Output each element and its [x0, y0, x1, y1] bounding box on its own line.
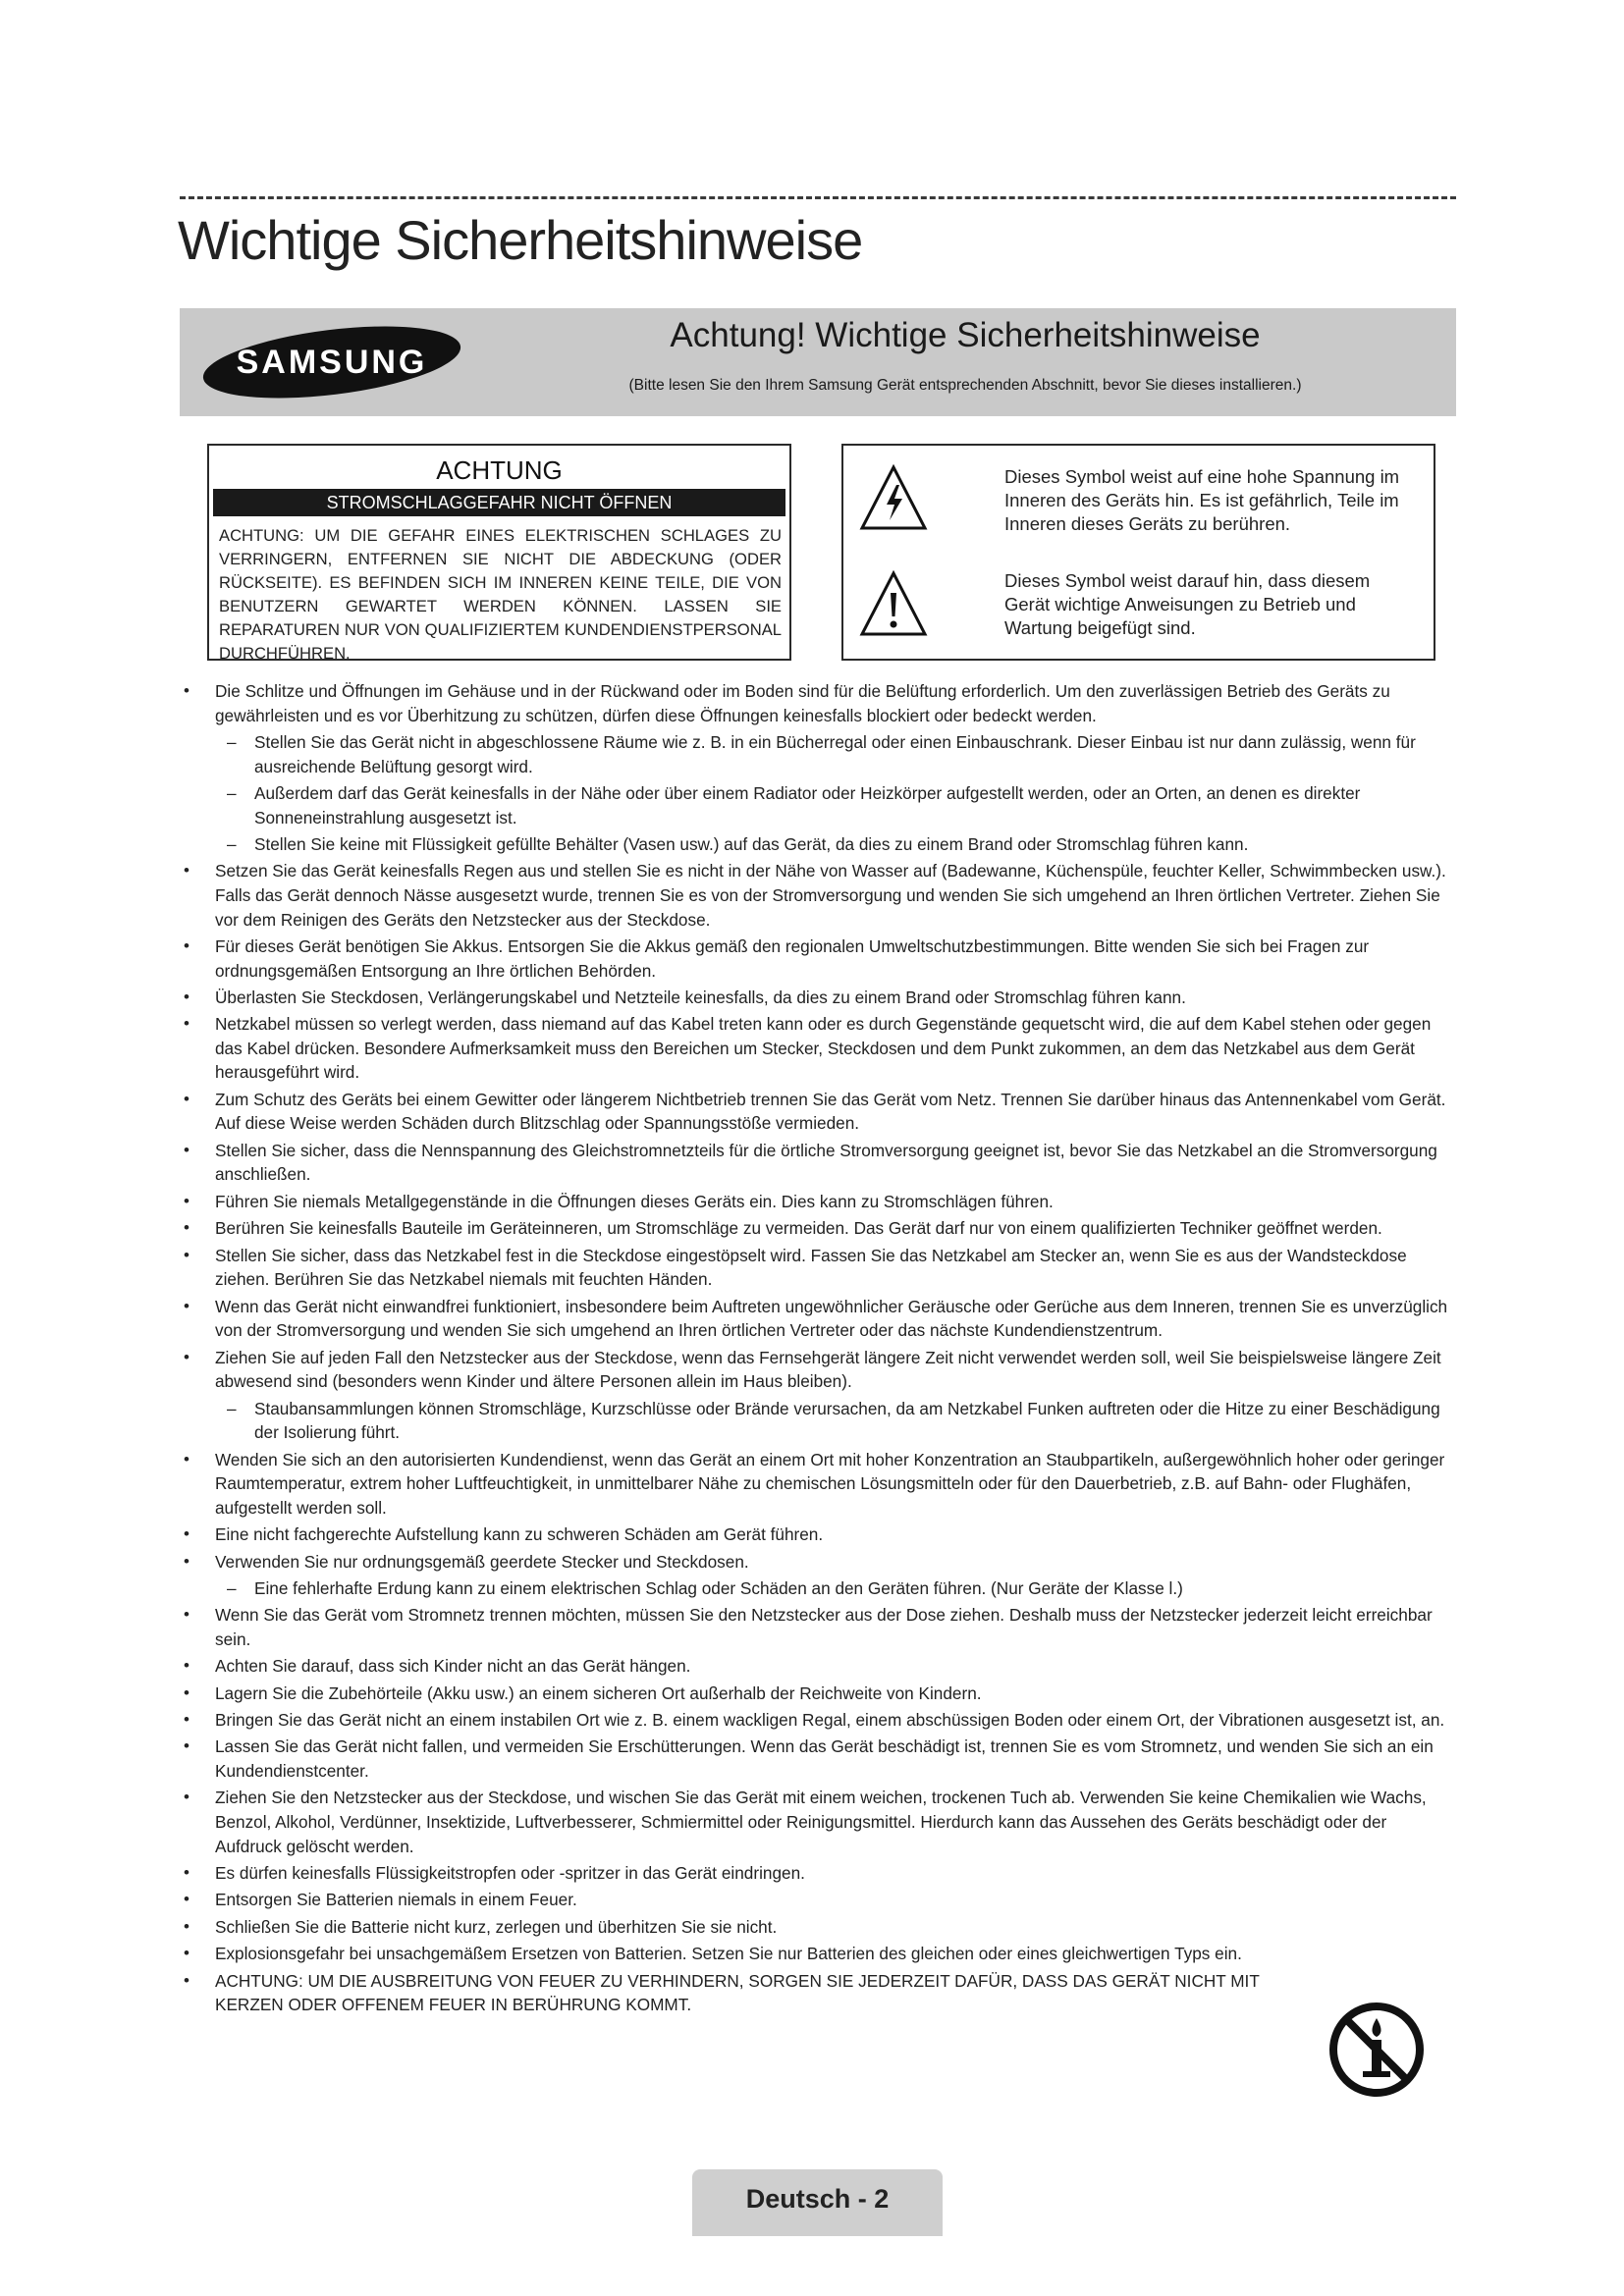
warning-bar: STROMSCHLAGGEFAHR NICHT ÖFFNEN	[213, 489, 785, 516]
sub-list-item: – Stellen Sie das Gerät nicht in abgeschlossene Räume wie z. B. in ein Bücherregal oder einen Einbauschrank. Dieser Einbau ist nur dann zulässig, wenn für ausreichende Belüftung gesorgt wird.	[180, 730, 1456, 778]
list-item: • Ziehen Sie auf jeden Fall den Netzstecker aus der Steckdose, wenn das Fernsehgerät längere Zeit nicht verwendet werden soll, weil Sie beispielsweise längere Zeit abwesend sind (besonders wenn Kinder und ältere Personen allein im Haus bleiben).	[180, 1346, 1456, 1394]
list-item: • Entsorgen Sie Batterien niemals in einem Feuer.	[180, 1888, 1456, 1912]
list-item: • Für dieses Gerät benötigen Sie Akkus. Entsorgen Sie die Akkus gemäß den regionalen Umweltschutzbestimmungen. Bitte wenden Sie sich bei Fragen zur ordnungsgemäßen Entsorgung an Ihre örtlichen Behörden.	[180, 934, 1456, 983]
list-item: • Verwenden Sie nur ordnungsgemäß geerdete Stecker und Steckdosen.	[180, 1550, 1456, 1575]
list-item: • Stellen Sie sicher, dass die Nennspannung des Gleichstromnetzteils für die örtliche Stromversorgung geeignet ist, bevor Sie das Netzkabel an die Stromversorgung anschließen.	[180, 1139, 1456, 1187]
list-item: • Eine nicht fachgerechte Aufstellung kann zu schweren Schäden am Gerät führen.	[180, 1522, 1456, 1547]
list-item: • Lassen Sie das Gerät nicht fallen, und vermeiden Sie Erschütterungen. Wenn das Gerät beschädigt ist, trennen Sie es vom Stromnetz, und wenden Sie sich an ein Kundendienstcenter.	[180, 1735, 1456, 1783]
exclamation-icon	[859, 569, 928, 638]
list-item: • Stellen Sie sicher, dass das Netzkabel fest in die Steckdose eingestöpselt wird. Fassen Sie das Netzkabel am Stecker an, wenn Sie es aus der Wandsteckdose ziehen. Berühren Sie das Netzkabel niemals mit feuchten Händen.	[180, 1244, 1456, 1292]
svg-text:SAMSUNG: SAMSUNG	[236, 344, 428, 381]
list-item: • Wenden Sie sich an den autorisierten Kundendienst, wenn das Gerät an einem Ort mit hoher Konzentration an Staubpartikeln, außergewöhnlich hoher oder geringer Raumtemperatur, extrem hoher Luftfeuchtigkeit, in unmittelbarer Nähe zu chemischen Lösungsmitteln oder für den Dauerbetrieb, z.B. auf Bahn- oder Flughäfen, aufgestellt werden soll.	[180, 1448, 1456, 1521]
list-item: • Achten Sie darauf, dass sich Kinder nicht an das Gerät hängen.	[180, 1654, 1456, 1679]
list-item: • Überlasten Sie Steckdosen, Verlängerungskabel und Netzteile keinesfalls, da dies zu einem Brand oder Stromschlag führen kann.	[180, 986, 1456, 1010]
list-item: • Setzen Sie das Gerät keinesfalls Regen aus und stellen Sie es nicht in der Nähe von Wasser auf (Badewanne, Küchenspüle, feuchter Keller, Schwimmbecken usw.). Falls das Gerät dennoch Nässe ausgesetzt wurde, trennen Sie es von der Stromversorgung und wenden Sie sich umgehend an Ihren örtlichen Vertreter. Ziehen Sie vor dem Reinigen des Geräts den Netzstecker aus der Steckdose.	[180, 859, 1456, 932]
list-item: • Explosionsgefahr bei unsachgemäßem Ersetzen von Batterien. Setzen Sie nur Batterien des gleichen oder eines gleichwertigen Typs ein.	[180, 1942, 1325, 1966]
list-item: • Wenn das Gerät nicht einwandfrei funktioniert, insbesondere beim Auftreten ungewöhnlicher Geräusche oder Gerüche aus dem Inneren, trennen Sie es unverzüglich von der Stromversorgung und wenden Sie sich umgehend an Ihren örtlichen Vertreter oder das nächste Kundendienstzentrum.	[180, 1295, 1456, 1343]
sub-list-item: – Staubansammlungen können Stromschläge, Kurzschlüsse oder Brände verursachen, da am Netzkabel Funken auftreten oder die Hitze zu einer Beschädigung der Isolierung führt.	[180, 1397, 1456, 1445]
list-item: • Netzkabel müssen so verlegt werden, dass niemand auf das Kabel treten kann oder es durch Gegenstände gequetscht wird, die auf dem Kabel stehen oder gegen das Kabel drücken. Besondere Aufmerksamkeit muss den Bereichen um Stecker, Steckdosen und dem Punkt zukommen, an dem das Netzkabel aus dem Gerät herausgeführt wird.	[180, 1012, 1456, 1085]
list-item: • Schließen Sie die Batterie nicht kurz, zerlegen und überhitzen Sie sie nicht.	[180, 1915, 1456, 1940]
list-item: • ACHTUNG: UM DIE AUSBREITUNG VON FEUER ZU VERHINDERN, SORGEN SIE JEDERZEIT DAFÜR, DASS DAS GERÄT NICHT MIT KERZEN ODER OFFENEM FEUER IN BERÜHRUNG KOMMT.	[180, 1969, 1325, 2017]
list-item: • Es dürfen keinesfalls Flüssigkeitstropfen oder -spritzer in das Gerät eindringen.	[180, 1861, 1456, 1886]
list-item: • Wenn Sie das Gerät vom Stromnetz trennen möchten, müssen Sie den Netzstecker aus der Dose ziehen. Deshalb muss der Netzstecker jederzeit leicht erreichbar sein.	[180, 1603, 1456, 1651]
high-voltage-text: Dieses Symbol weist auf eine hohe Spannung im Inneren des Geräts hin. Es ist gefährlich, Teile im Inneren dieses Geräts zu berühren.	[1004, 466, 1400, 534]
sub-list-item: – Stellen Sie keine mit Flüssigkeit gefüllte Behälter (Vasen usw.) auf das Gerät, da dies zu einem Brand oder Stromschlag führen kann.	[180, 832, 1456, 857]
banner-title: Achtung! Wichtige Sicherheitshinweise	[670, 316, 1261, 354]
list-item: • Ziehen Sie den Netzstecker aus der Steckdose, und wischen Sie das Gerät mit einem weichen, trockenen Tuch ab. Verwenden Sie keine Chemikalien wie Wachs, Benzol, Alkohol, Verdünner, Insektizide, Luftverbesserer, Schmiermittel oder Reinigungsmittel. Hierdurch kann das Aussehen des Geräts beschädigt oder der Aufdruck gelöscht werden.	[180, 1786, 1456, 1858]
page-title: Wichtige Sicherheitshinweise	[178, 209, 863, 271]
header-banner	[180, 308, 1456, 416]
banner-subtitle: (Bitte lesen Sie den Ihrem Samsung Gerät entsprechenden Abschnitt, bevor Sie dieses installieren.)	[628, 377, 1302, 394]
page-number-tab: Deutsch - 2	[692, 2169, 943, 2236]
samsung-logo	[199, 324, 464, 400]
top-dashed-rule	[180, 196, 1456, 199]
sub-list-item: – Eine fehlerhafte Erdung kann zu einem elektrischen Schlag oder Schäden an den Geräten führen. (Nur Geräte der Klasse l.)	[180, 1576, 1456, 1601]
high-voltage-icon	[859, 463, 928, 532]
warning-box	[207, 444, 791, 661]
warning-body: ACHTUNG: UM DIE GEFAHR EINES ELEKTRISCHEN SCHLAGES ZU VERRINGERN, ENTFERNEN SIE NICHT DIE ABDECKUNG (ODER RÜCKSEITE). ES BEFINDEN SICH IM INNEREN KEINE TEILE, DIE VON BENUTZERN GEWARTET WERDEN KÖNNEN. LASSEN SIE REPARATUREN NUR VON QUALIFIZIERTEM KUNDENDIENSTPERSONAL DURCHFÜHREN.	[219, 526, 782, 663]
symbol-legend-box	[841, 444, 1435, 661]
list-item: • Führen Sie niemals Metallgegenstände in die Öffnungen dieses Geräts ein. Dies kann zu Stromschlägen führen.	[180, 1190, 1456, 1214]
sub-list-item: – Außerdem darf das Gerät keinesfalls in der Nähe oder über einem Radiator oder Heizkörper aufgestellt werden, oder an Orten, an denen es direkter Sonneneinstrahlung ausgesetzt ist.	[180, 781, 1456, 829]
list-item: • Lagern Sie die Zubehörteile (Akku usw.) an einem sicheren Ort außerhalb der Reichweite von Kindern.	[180, 1682, 1456, 1706]
exclamation-text: Dieses Symbol weist darauf hin, dass diesem Gerät wichtige Anweisungen zu Betrieb und Wartung beigefügt sind.	[1004, 570, 1371, 638]
no-candle-icon	[1327, 2001, 1426, 2099]
safety-list	[180, 679, 1456, 2020]
list-item: • Zum Schutz des Geräts bei einem Gewitter oder längerem Nichtbetrieb trennen Sie das Gerät vom Netz. Trennen Sie darüber hinaus das Antennenkabel vom Gerät. Auf diese Weise werden Schäden durch Blitzschlag oder Spannungsstöße vermieden.	[180, 1088, 1456, 1136]
list-item: • Die Schlitze und Öffnungen im Gehäuse und in der Rückwand oder im Boden sind für die Belüftung erforderlich. Um den zuverlässigen Betrieb des Geräts zu gewährleisten und es vor Überhitzung zu schützen, dürfen diese Öffnungen keinesfalls blockiert oder bedeckt werden.	[180, 679, 1456, 727]
list-item: • Berühren Sie keinesfalls Bauteile im Geräteinneren, um Stromschläge zu vermeiden. Das Gerät darf nur von einem qualifizierten Techniker geöffnet werden.	[180, 1216, 1456, 1241]
list-item: • Bringen Sie das Gerät nicht an einem instabilen Ort wie z. B. einem wackligen Regal, einem abschüssigen Boden oder einem Ort, der Vibrationen ausgesetzt ist, an.	[180, 1708, 1456, 1733]
warning-heading: ACHTUNG	[436, 455, 563, 485]
